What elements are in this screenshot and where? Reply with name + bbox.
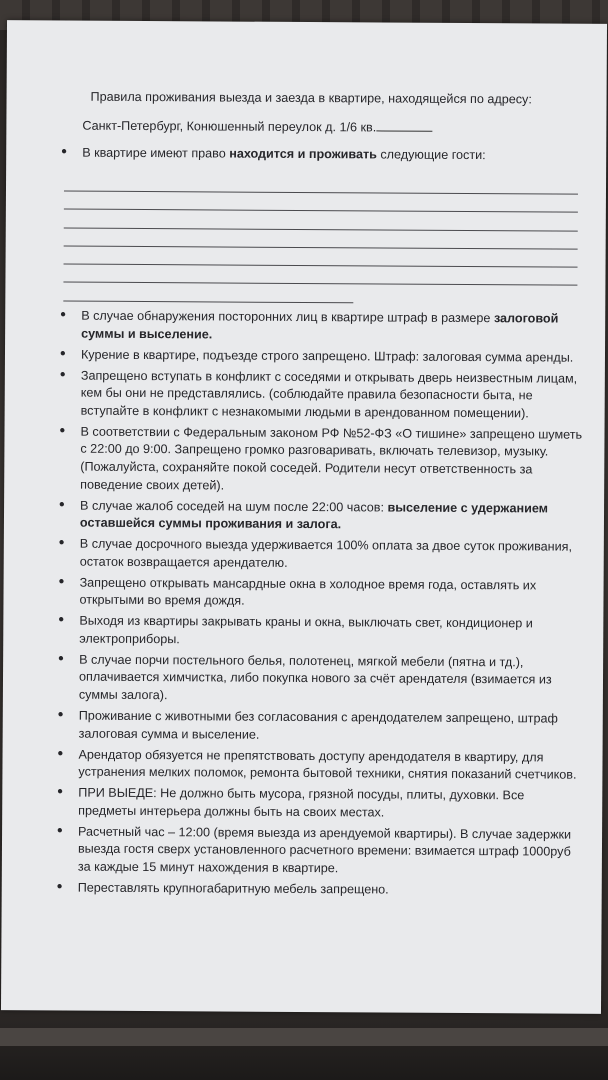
rule-text: Арендатор обязуется не препятствовать доступу арендодателя в квартиру, для устранения мелких поломок, ремонта бытовой техники, снятия показаний счетчиков.: [78, 747, 577, 782]
rule-text: В случае порчи постельного белья, полотенец, мягкой мебели (пятна и тд.), оплачивается химчистка, либо покупка нового за счёт арендателя (взимается из суммы залога).: [78, 652, 552, 703]
rule-text: В соответствии с Федеральным законом РФ №52-ФЗ «О тишине» запрещено шуметь с 22:00 до 9:00. Запрещено громко разговаривать, включать телевизор, музыку. (Пожалуйста, сохраняйте покой соседей. Родители несут ответственность за поведение своих детей).: [80, 424, 583, 493]
rule-bold-text: выселение с удержанием оставшейся суммы проживания и залога.: [79, 500, 549, 532]
rules-list: [56, 308, 584, 904]
rule-item: [59, 346, 583, 367]
apartment-number-blank: [376, 118, 432, 131]
rule-item: [56, 746, 580, 784]
rule-text: В случае обнаружения посторонних лиц в квартире штраф в размере: [81, 308, 495, 326]
rule-text: В случае жалоб соседей на шум после 22:00 часов:: [80, 498, 388, 515]
blank-line: [64, 227, 578, 231]
document-address: [82, 117, 432, 138]
rule-item: [56, 879, 580, 900]
rule-item: [57, 613, 581, 651]
guests-text-bold: находится и проживать: [229, 146, 377, 162]
address-text: Санкт-Петербург, Конюшенный переулок д. 1/6 кв.: [82, 118, 377, 135]
rule-item: [59, 367, 583, 423]
guest-blank-lines: [63, 191, 578, 322]
rule-item: [57, 651, 581, 707]
rule-item: [58, 536, 582, 574]
rule-text: Проживание с животными без согласования с арендодателем запрещено, штраф залоговая сумма и выселение.: [78, 708, 558, 742]
rule-item: [57, 574, 581, 612]
paper-sheet: [1, 20, 607, 1014]
rule-text: ПРИ ВЫЕДЕ: Не должно быть мусора, грязной посуды, плиты, духовки. Все предметы интерьера должны быть на своих местах.: [78, 785, 525, 820]
guests-text-before: В квартире имеют право: [82, 145, 230, 161]
guests-list-item: [60, 145, 602, 166]
rule-text: Переставлять крупногабаритную мебель запрещено.: [77, 880, 389, 897]
rule-item: [57, 707, 581, 745]
rule-text: Запрещено вступать в конфликт с соседями и открывать дверь неизвестным лицам, кем бы они не представлялись. (соблюдайте правила безопасности быта, не вступайте в конфликт с незнакомыми людьми в арендованном помещении).: [80, 368, 578, 421]
rule-item: [58, 497, 582, 535]
blank-line: [63, 300, 353, 303]
rule-text: Расчетный час – 12:00 (время выезда из арендуемой квартиры). В случае задержки выезда гостя сверх установленного расчетного времени: взимается штраф 1000руб за каждые 15 минут нахождения в квартире.: [77, 824, 572, 876]
rule-bold-text: залоговой суммы и выселение.: [81, 311, 559, 342]
rule-text: Курение в квартире, подъезде строго запрещено. Штраф: залоговая сумма аренды.: [80, 347, 574, 365]
rule-item: [56, 823, 580, 879]
blank-line: [64, 209, 578, 213]
rule-item: [56, 785, 580, 823]
rule-item: [58, 423, 582, 497]
rule-text: В случае досрочного выезда удерживается 100% оплата за двое суток проживания, остаток возвращается арендателю.: [79, 536, 573, 570]
blank-line: [64, 245, 578, 249]
guests-text-after: следующие гости:: [376, 147, 486, 163]
rule-text: Запрещено открывать мансардные окна в холодное время года, оставлять их открытыми во время дождя.: [79, 575, 537, 608]
rule-text: Выходя из квартиры закрывать краны и окна, выключать свет, кондиционер и электроприборы.: [79, 613, 533, 647]
rule-item: [59, 308, 583, 346]
blank-line: [63, 282, 577, 286]
blank-line: [64, 264, 578, 268]
blank-line: [64, 191, 578, 195]
document-title: Правила проживания выезда и заезда в квартире, находящейся по адресу:: [90, 89, 532, 107]
